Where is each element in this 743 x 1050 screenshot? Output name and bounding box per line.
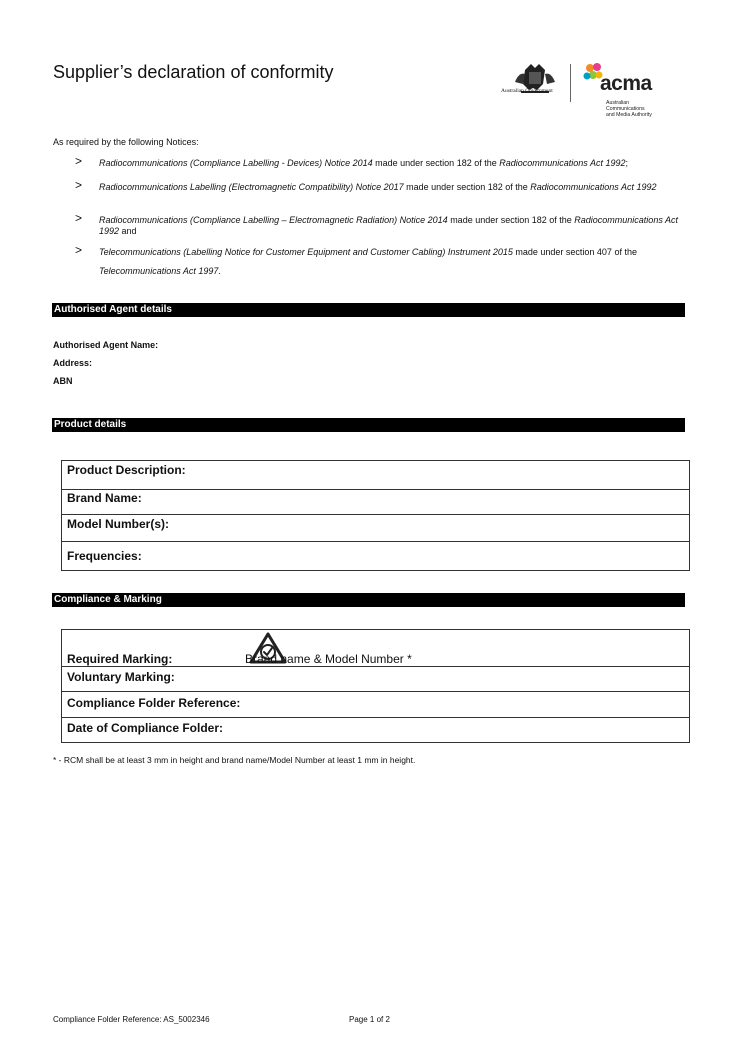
footnote: * - RCM shall be at least 3 mm in height and brand name/Model Number at least 1 mm in height.: [53, 755, 416, 765]
table-row: [62, 461, 689, 490]
field-label-product-description: Product Description:: [67, 463, 186, 477]
section-heading-product-details: Product details: [52, 418, 685, 432]
intro-text: As required by the following Notices:: [53, 137, 199, 147]
section-heading-compliance-marking: Compliance & Marking: [52, 593, 685, 607]
field-label-required-marking: Required Marking:: [67, 652, 173, 666]
table-row: [62, 667, 689, 692]
table-row: [62, 490, 689, 515]
table-row: [62, 515, 689, 542]
footer-reference: Compliance Folder Reference: AS_5002346: [53, 1015, 210, 1024]
field-label-model-numbers: Model Number(s):: [67, 517, 169, 531]
field-label-compliance-folder-reference: Compliance Folder Reference:: [67, 696, 241, 710]
section-heading-authorised-agent: Authorised Agent details: [52, 303, 685, 317]
table-row: [62, 692, 689, 718]
arrow-bullet-icon: >: [75, 211, 83, 225]
field-label-abn: ABN: [53, 376, 73, 386]
page-title: Supplier’s declaration of conformity: [53, 62, 334, 82]
compliance-marking-table: [61, 629, 690, 743]
field-label-date-of-compliance-folder: Date of Compliance Folder:: [67, 721, 224, 735]
field-label-address: Address:: [53, 358, 93, 368]
field-label-frequencies: Frequencies:: [67, 549, 142, 563]
marking-brand-model-text: Brand name & Model Number *: [245, 652, 412, 666]
field-label-brand-name: Brand Name:: [67, 491, 142, 505]
logo-divider: [570, 64, 571, 102]
table-row: [62, 542, 689, 570]
arrow-bullet-icon: >: [75, 178, 83, 192]
page-number: Page 1 of 2: [349, 1015, 390, 1024]
field-label-voluntary-marking: Voluntary Marking:: [67, 670, 175, 684]
table-row: [62, 630, 689, 667]
table-row: [62, 718, 689, 742]
field-label-agent-name: Authorised Agent Name:: [53, 340, 159, 350]
arrow-bullet-icon: >: [75, 154, 83, 168]
product-details-table: [61, 460, 690, 571]
arrow-bullet-icon: >: [75, 243, 83, 257]
acma-logo-word: acma: [600, 72, 652, 95]
government-logo-text: Australian Government: [501, 88, 553, 94]
acma-logo-subtitle: Australian Communications and Media Authority: [606, 100, 652, 118]
